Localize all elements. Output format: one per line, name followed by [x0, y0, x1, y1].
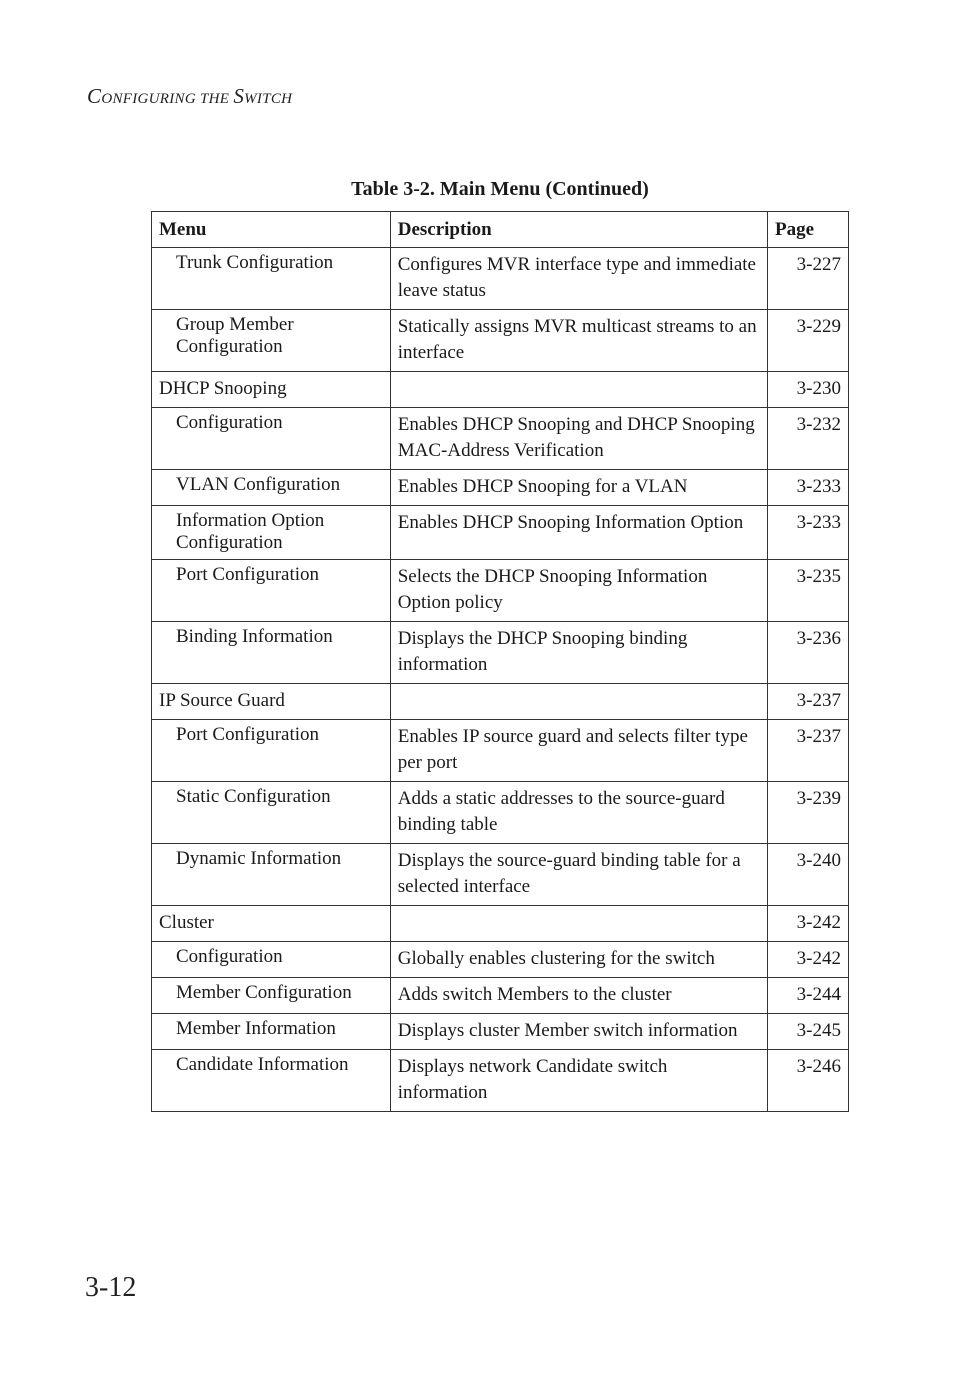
description-cell: [390, 684, 767, 720]
menu-cell: Configuration: [152, 408, 391, 470]
table-row: [152, 978, 849, 1014]
main-menu-table: [151, 211, 849, 1112]
page-cell: 3-242: [768, 942, 849, 978]
running-header-rest-1: ONFIGURING THE: [101, 91, 234, 107]
menu-cell: Port Configuration: [152, 720, 391, 782]
table-header-row: [152, 212, 849, 248]
page-cell: 3-229: [768, 310, 849, 372]
table-row: [152, 470, 849, 506]
table-row: [152, 248, 849, 310]
menu-cell: IP Source Guard: [152, 684, 391, 720]
menu-cell: Trunk Configuration: [152, 248, 391, 310]
table-row: [152, 372, 849, 408]
table-row: [152, 942, 849, 978]
menu-cell: Group Member Configuration: [152, 310, 391, 372]
description-cell: Selects the DHCP Snooping Information Option policy: [390, 560, 767, 622]
table-row: [152, 720, 849, 782]
description-cell: Displays the source-guard binding table for a selected interface: [390, 844, 767, 906]
description-cell: Globally enables clustering for the switch: [390, 942, 767, 978]
column-header-description: Description: [390, 212, 767, 248]
page-cell: 3-246: [768, 1050, 849, 1112]
page-cell: 3-245: [768, 1014, 849, 1050]
table-row: [152, 408, 849, 470]
description-cell: Enables DHCP Snooping Information Option: [390, 506, 767, 560]
page-cell: 3-244: [768, 978, 849, 1014]
menu-cell: Information Option Configuration: [152, 506, 391, 560]
running-header-initial-s: S: [233, 84, 245, 108]
menu-cell: Dynamic Information: [152, 844, 391, 906]
table-row: [152, 1050, 849, 1112]
table-row: [152, 1014, 849, 1050]
description-cell: [390, 372, 767, 408]
description-cell: Displays network Candidate switch information: [390, 1050, 767, 1112]
menu-cell: Binding Information: [152, 622, 391, 684]
table-row: [152, 782, 849, 844]
page-cell: 3-237: [768, 684, 849, 720]
description-cell: Displays the DHCP Snooping binding information: [390, 622, 767, 684]
menu-cell: Port Configuration: [152, 560, 391, 622]
menu-cell: Member Configuration: [152, 978, 391, 1014]
running-header-rest-2: WITCH: [244, 91, 293, 107]
page-cell: 3-240: [768, 844, 849, 906]
description-cell: Adds a static addresses to the source-guard binding table: [390, 782, 767, 844]
table-row: [152, 310, 849, 372]
table-row: [152, 906, 849, 942]
description-cell: Configures MVR interface type and immediate leave status: [390, 248, 767, 310]
page-cell: 3-235: [768, 560, 849, 622]
description-cell: Enables IP source guard and selects filter type per port: [390, 720, 767, 782]
table-row: [152, 622, 849, 684]
menu-cell: DHCP Snooping: [152, 372, 391, 408]
page-cell: 3-232: [768, 408, 849, 470]
table-row: [152, 560, 849, 622]
page-cell: 3-236: [768, 622, 849, 684]
menu-cell: Cluster: [152, 906, 391, 942]
description-cell: Displays cluster Member switch information: [390, 1014, 767, 1050]
column-header-menu: Menu: [152, 212, 391, 248]
page-cell: 3-230: [768, 372, 849, 408]
menu-cell: VLAN Configuration: [152, 470, 391, 506]
page-cell: 3-233: [768, 470, 849, 506]
menu-cell: Configuration: [152, 942, 391, 978]
menu-cell: Candidate Information: [152, 1050, 391, 1112]
description-cell: Adds switch Members to the cluster: [390, 978, 767, 1014]
page-cell: 3-242: [768, 906, 849, 942]
menu-cell: Static Configuration: [152, 782, 391, 844]
description-cell: [390, 906, 767, 942]
page-cell: 3-227: [768, 248, 849, 310]
table-row: [152, 506, 849, 560]
page-cell: 3-239: [768, 782, 849, 844]
column-header-page: Page: [768, 212, 849, 248]
running-header: [87, 84, 292, 109]
table-body: [152, 248, 849, 1112]
table-row: [152, 844, 849, 906]
page-cell: 3-233: [768, 506, 849, 560]
table-row: [152, 684, 849, 720]
description-cell: Enables DHCP Snooping and DHCP Snooping MAC-Address Verification: [390, 408, 767, 470]
menu-cell: Member Information: [152, 1014, 391, 1050]
table-caption: Table 3-2. Main Menu (Continued): [351, 178, 649, 200]
description-cell: Statically assigns MVR multicast streams to an interface: [390, 310, 767, 372]
page-cell: 3-237: [768, 720, 849, 782]
running-header-initial-c: C: [87, 84, 102, 108]
description-cell: Enables DHCP Snooping for a VLAN: [390, 470, 767, 506]
page-number: 3-12: [85, 1272, 137, 1303]
